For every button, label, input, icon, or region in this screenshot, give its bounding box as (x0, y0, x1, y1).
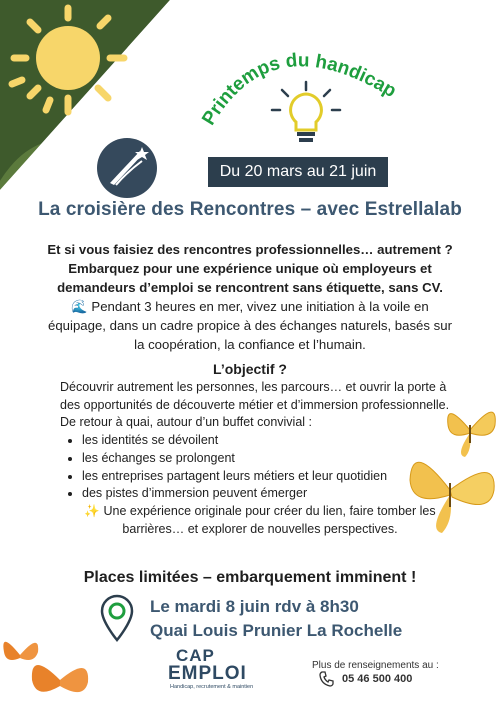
intro-line-4: Pendant 3 heures en mer, vivez une initiation à la voile en (91, 299, 429, 314)
estrellalab-logo (96, 137, 158, 199)
intro-text (10, 240, 490, 354)
logo-tagline: Handicap, recrutement & maintien (170, 684, 254, 690)
places-limited-heading: Places limitées – embarquement imminent ! (83, 569, 417, 586)
butterfly-large-icon (402, 445, 500, 535)
buffet-paragraph: De retour à quai, autour d’un buffet convivial : (60, 415, 313, 430)
logo-emploi: EMPLOI (168, 663, 247, 684)
objective-paragraph: Découvrir autrement les personnes, les parcours… et ouvrir la porte à des opportunités de découverte métier et d’immersion professionnelle. (60, 380, 450, 412)
event-location: Quai Louis Prunier La Rochelle (150, 621, 403, 640)
svg-text:Printemps du handicap: Printemps du handicap (198, 50, 400, 129)
intro-line-5: équipage, dans un cadre propice à des échanges naturels, basés sur (48, 318, 452, 333)
lightbulb-icon (268, 80, 344, 150)
phone-icon (318, 670, 336, 688)
wave-icon: 🌊 (71, 299, 88, 314)
sparkle-icon: ✨ (84, 503, 100, 518)
list-item: • les entreprises partagent leurs métiers et leur quotidien (82, 468, 460, 486)
event-date-time: Le mardi 8 juin rdv à 8h30 (150, 597, 359, 616)
map-pin-icon (100, 594, 134, 642)
closing-text: Une expérience originale pour créer du lien, faire tomber les barrières… et explorer de nouvelles perspectives. (103, 503, 436, 536)
intro-line-6: la coopération, la confiance et l’humain. (134, 337, 366, 352)
objective-heading: L’objectif ? (213, 361, 287, 377)
list-item: • les échanges se prolongent (82, 450, 460, 468)
list-item: • des pistes d’immersion peuvent émerger (82, 485, 460, 503)
contact-phone[interactable]: 05 46 500 400 (342, 673, 413, 685)
intro-line-2: Embarquez pour une expérience unique où employeurs et (68, 261, 432, 276)
contact-label: Plus de renseignements au : (312, 660, 439, 671)
sun-icon (0, 0, 140, 130)
event-title: La croisière des Rencontres – avec Estrellalab (38, 199, 462, 220)
list-item: • les identités se dévoilent (82, 432, 460, 450)
butterflies-bottom-left (0, 630, 90, 707)
objective-section (60, 379, 460, 538)
date-badge: Du 20 mars au 21 juin (208, 157, 388, 187)
intro-line-1: Et si vous faisiez des rencontres professionnelles… autrement ? (47, 242, 453, 257)
benefits-list (60, 432, 460, 503)
intro-line-3: demandeurs d’emploi se rencontrent sans étiquette, sans CV. (57, 280, 443, 295)
logo-cap: CAP (176, 646, 215, 665)
